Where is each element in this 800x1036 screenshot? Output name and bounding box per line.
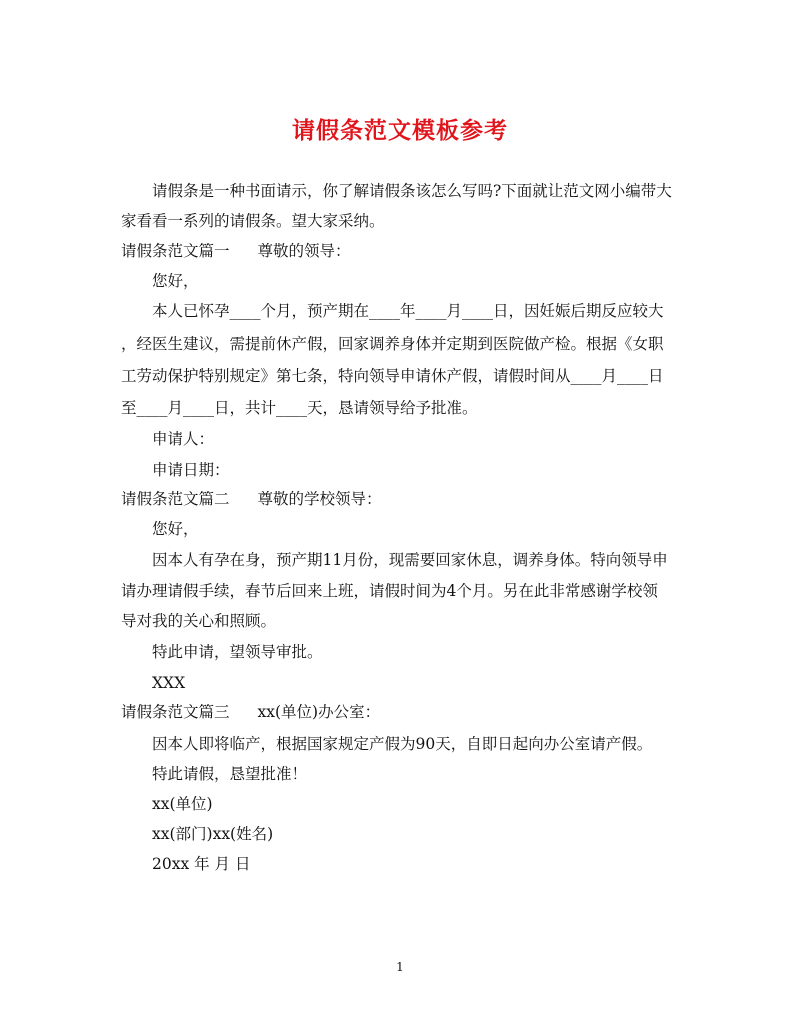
document-title: 请假条范文模板参考 <box>292 117 508 144</box>
section-3-salutation: xx(单位)办公室： <box>257 703 381 721</box>
section-2-salutation: 尊敬的学校领导： <box>257 490 382 508</box>
page-number: 1 <box>396 960 404 974</box>
section-1-body-line-2: ，经医生建议，需提前休产假，回家调养身体并定期到医院做产检。根据《女职 <box>121 335 664 353</box>
section-1-salutation: 尊敬的领导： <box>257 242 351 260</box>
section-2-body-line-1: 因本人有孕在身，预产期11月份，现需要回家休息，调养身体。特向领导申 <box>152 551 668 569</box>
section-1-title: 请假条范文篇一 <box>121 242 230 260</box>
section-2-body-line-3: 导对我的关心和照顾。 <box>121 612 277 630</box>
intro-line-1: 请假条是一种书面请示，你了解请假条该怎么写吗?下面就让范文网小编带大 <box>152 182 672 200</box>
section-2-greeting: 您好， <box>152 520 199 538</box>
section-1-body-line-1: 本人已怀孕____个月，预产期在____年____月____日，因妊娠后期反应较大 <box>152 302 664 320</box>
section-3-department-name: xx(部门)xx(姓名) <box>152 825 274 843</box>
section-1-date: 申请日期： <box>152 461 230 479</box>
section-1-body-line-3: 工劳动保护特别规定》第七条，特向领导申请休产假，请假时间从____月____日 <box>121 367 664 385</box>
section-3-date: 20xx 年 月 日 <box>152 855 251 873</box>
section-1-body-line-4: 至____月____日，共计____天，恳请领导给予批准。 <box>121 399 478 417</box>
section-3-heading <box>121 702 380 722</box>
section-3-unit: xx(单位) <box>152 795 213 813</box>
section-2-signature: XXX <box>152 674 186 692</box>
section-3-closing: 特此请假，恳望批准！ <box>152 765 308 783</box>
section-2-closing: 特此申请，望领导审批。 <box>152 643 323 661</box>
intro-line-2: 家看看一系列的请假条。望大家采纳。 <box>121 212 385 230</box>
section-2-title: 请假条范文篇二 <box>121 490 230 508</box>
section-1-applicant: 申请人： <box>152 430 215 448</box>
section-2-heading <box>121 489 382 509</box>
section-2-body-line-2: 请办理请假手续，春节后回来上班，请假时间为4个月。另在此非常感谢学校领 <box>121 582 658 600</box>
section-3-title: 请假条范文篇三 <box>121 703 230 721</box>
section-1-heading <box>121 241 351 261</box>
section-3-body: 因本人即将临产，根据国家规定产假为90天，自即日起向办公室请产假。 <box>152 735 653 753</box>
section-1-greeting: 您好， <box>152 272 199 290</box>
